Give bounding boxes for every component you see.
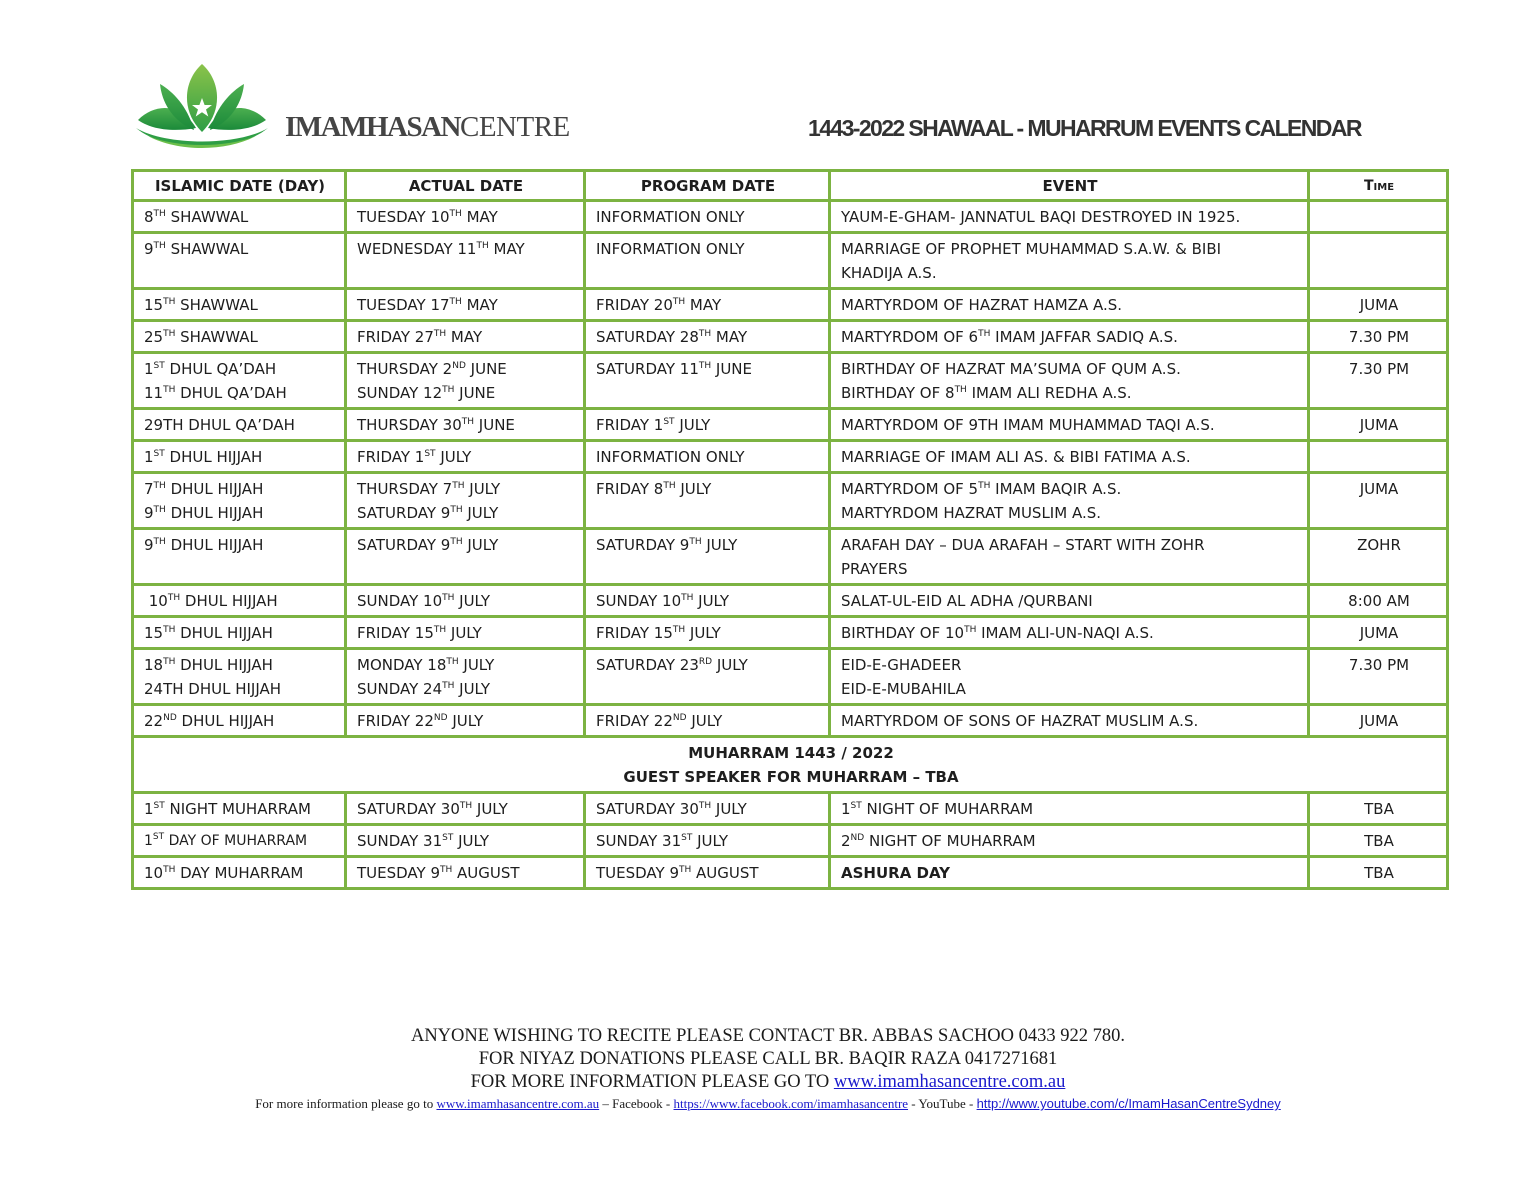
program-date-cell: SATURDAY 11TH JUNE — [585, 353, 830, 409]
program-date-cell: SATURDAY 28TH MAY — [585, 321, 830, 353]
actual-date-cell: TUESDAY 9TH AUGUST — [346, 857, 585, 889]
program-date-cell: INFORMATION ONLY — [585, 233, 830, 289]
islamic-date-cell: 7TH DHUL HIJJAH 9TH DHUL HIJJAH — [133, 473, 346, 529]
youtube-label: - YouTube - — [908, 1096, 977, 1111]
website-link-small[interactable]: www.imamhasancentre.com.au — [436, 1096, 600, 1111]
section-header-cell — [133, 737, 1448, 793]
time-cell — [1309, 201, 1448, 233]
footer-links-line — [0, 1094, 1536, 1114]
event-cell: MARRIAGE OF IMAM ALI AS. & BIBI FATIMA A.S. — [830, 441, 1309, 473]
footer-info-line — [0, 1071, 1536, 1094]
actual-date-cell: FRIDAY 1ST JULY — [346, 441, 585, 473]
program-date-cell: FRIDAY 1ST JULY — [585, 409, 830, 441]
program-date-cell: SUNDAY 31ST JULY — [585, 825, 830, 857]
time-cell: JUMA — [1309, 705, 1448, 737]
program-date-cell: SATURDAY 30TH JULY — [585, 793, 830, 825]
table-row — [133, 353, 1448, 409]
program-date-cell: FRIDAY 20TH MAY — [585, 289, 830, 321]
program-date-cell: FRIDAY 8TH JULY — [585, 473, 830, 529]
time-cell: TBA — [1309, 857, 1448, 889]
lotus-star-logo — [134, 62, 270, 150]
islamic-date-cell: 1ST DAY OF MUHARRAM — [133, 825, 346, 857]
islamic-date-cell: 25TH SHAWWAL — [133, 321, 346, 353]
document-title: 1443-2022 SHAWAAL - MUHARRUM EVENTS CALENDAR — [808, 115, 1361, 141]
event-cell: MARTYRDOM OF SONS OF HAZRAT MUSLIM A.S. — [830, 705, 1309, 737]
section-title: MUHARRAM 1443 / 2022 — [688, 744, 894, 762]
program-date-cell: TUESDAY 9TH AUGUST — [585, 857, 830, 889]
organization-name: IMAMHASANCENTRE — [285, 111, 570, 143]
footer-niyaz-contact: FOR NIYAZ DONATIONS PLEASE CALL BR. BAQIR RAZA 0417271681 — [478, 1049, 1058, 1069]
header-program-date: PROGRAM DATE — [585, 171, 830, 201]
table-header-row — [133, 171, 1448, 201]
islamic-date-cell: 10TH DAY MUHARRAM — [133, 857, 346, 889]
time-cell: JUMA — [1309, 617, 1448, 649]
facebook-link[interactable]: https://www.facebook.com/imamhasancentre — [673, 1096, 909, 1111]
footer-recite-contact: ANYONE WISHING TO RECITE PLEASE CONTACT BR. ABBAS SACHOO 0433 922 780. — [410, 1026, 1126, 1046]
islamic-date-cell: 9TH DHUL HIJJAH — [133, 529, 346, 585]
time-cell: JUMA — [1309, 289, 1448, 321]
event-cell: 1ST NIGHT OF MUHARRAM — [830, 793, 1309, 825]
event-cell: EID-E-GHADEER EID-E-MUBAHILA — [830, 649, 1309, 705]
table-row — [133, 289, 1448, 321]
table-row — [133, 585, 1448, 617]
event-cell: BIRTHDAY OF HAZRAT MA’SUMA OF QUM A.S. BIRTHDAY OF 8TH IMAM ALI REDHA A.S. — [830, 353, 1309, 409]
actual-date-cell: SATURDAY 30TH JULY — [346, 793, 585, 825]
program-date-cell: FRIDAY 22ND JULY — [585, 705, 830, 737]
islamic-date-cell: 15TH DHUL HIJJAH — [133, 617, 346, 649]
event-cell: MARTYRDOM OF 5TH IMAM BAQIR A.S. MARTYRDOM HAZRAT MUSLIM A.S. — [830, 473, 1309, 529]
section-header-row — [133, 737, 1448, 793]
event-cell: 2ND NIGHT OF MUHARRAM — [830, 825, 1309, 857]
table-row — [133, 529, 1448, 585]
header-actual-date: ACTUAL DATE — [346, 171, 585, 201]
table-row — [133, 649, 1448, 705]
muharram-section — [133, 737, 1448, 793]
footer-links-prefix: For more information please go to — [255, 1096, 437, 1111]
time-cell: JUMA — [1309, 473, 1448, 529]
table-row — [133, 617, 1448, 649]
actual-date-cell: FRIDAY 22ND JULY — [346, 705, 585, 737]
actual-date-cell: TUESDAY 17TH MAY — [346, 289, 585, 321]
islamic-date-cell: 1ST NIGHT MUHARRAM — [133, 793, 346, 825]
header-time: Time — [1309, 171, 1448, 201]
table-row — [133, 473, 1448, 529]
program-date-cell: FRIDAY 15TH JULY — [585, 617, 830, 649]
event-cell: YAUM-E-GHAM- JANNATUL BAQI DESTROYED IN 1925. — [830, 201, 1309, 233]
program-date-cell: INFORMATION ONLY — [585, 201, 830, 233]
actual-date-cell: THURSDAY 7TH JULY SATURDAY 9TH JULY — [346, 473, 585, 529]
header-islamic-date: ISLAMIC DATE (DAY) — [133, 171, 346, 201]
table-row — [133, 793, 1448, 825]
time-cell: TBA — [1309, 793, 1448, 825]
actual-date-cell: SUNDAY 10TH JULY — [346, 585, 585, 617]
islamic-date-cell: 10TH DHUL HIJJAH — [133, 585, 346, 617]
table-row — [133, 233, 1448, 289]
islamic-date-cell: 8TH SHAWWAL — [133, 201, 346, 233]
time-cell — [1309, 441, 1448, 473]
islamic-date-cell: 18TH DHUL HIJJAH 24TH DHUL HIJJAH — [133, 649, 346, 705]
islamic-date-cell: 29TH DHUL QA’DAH — [133, 409, 346, 441]
website-link[interactable]: www.imamhasancentre.com.au — [833, 1072, 1066, 1092]
program-date-cell: SUNDAY 10TH JULY — [585, 585, 830, 617]
table-row — [133, 441, 1448, 473]
footer-info-text: FOR MORE INFORMATION PLEASE GO TO — [470, 1072, 834, 1092]
actual-date-cell: SUNDAY 31ST JULY — [346, 825, 585, 857]
table-row — [133, 825, 1448, 857]
section-subtitle: GUEST SPEAKER FOR MUHARRAM – TBA — [623, 768, 959, 786]
event-cell: MARTYRDOM OF 9TH IMAM MUHAMMAD TAQI A.S. — [830, 409, 1309, 441]
footer — [0, 1025, 1536, 1114]
events-calendar-table — [131, 169, 1449, 890]
actual-date-cell: THURSDAY 30TH JUNE — [346, 409, 585, 441]
actual-date-cell: WEDNESDAY 11TH MAY — [346, 233, 585, 289]
event-cell: ARAFAH DAY – DUA ARAFAH – START WITH ZOHR PRAYERS — [830, 529, 1309, 585]
actual-date-cell: FRIDAY 27TH MAY — [346, 321, 585, 353]
table-row — [133, 409, 1448, 441]
event-cell: ASHURA DAY — [830, 857, 1309, 889]
event-cell: MARTYRDOM OF HAZRAT HAMZA A.S. — [830, 289, 1309, 321]
islamic-date-cell: 9TH SHAWWAL — [133, 233, 346, 289]
time-cell: 7.30 PM — [1309, 321, 1448, 353]
table-row — [133, 857, 1448, 889]
muharram-table-body — [133, 793, 1448, 889]
event-cell: BIRTHDAY OF 10TH IMAM ALI-UN-NAQI A.S. — [830, 617, 1309, 649]
actual-date-cell: SATURDAY 9TH JULY — [346, 529, 585, 585]
time-cell: TBA — [1309, 825, 1448, 857]
table-row — [133, 705, 1448, 737]
islamic-date-cell: 22ND DHUL HIJJAH — [133, 705, 346, 737]
program-date-cell: SATURDAY 9TH JULY — [585, 529, 830, 585]
program-date-cell: SATURDAY 23RD JULY — [585, 649, 830, 705]
event-cell: MARTYRDOM OF 6TH IMAM JAFFAR SADIQ A.S. — [830, 321, 1309, 353]
actual-date-cell: THURSDAY 2ND JUNE SUNDAY 12TH JUNE — [346, 353, 585, 409]
time-cell: ZOHR — [1309, 529, 1448, 585]
islamic-date-cell: 15TH SHAWWAL — [133, 289, 346, 321]
time-cell: JUMA — [1309, 409, 1448, 441]
event-cell: MARRIAGE OF PROPHET MUHAMMAD S.A.W. & BIBI KHADIJA A.S. — [830, 233, 1309, 289]
facebook-label: – Facebook - — [599, 1096, 674, 1111]
header-event: EVENT — [830, 171, 1309, 201]
actual-date-cell: FRIDAY 15TH JULY — [346, 617, 585, 649]
islamic-date-cell: 1ST DHUL QA’DAH 11TH DHUL QA’DAH — [133, 353, 346, 409]
program-date-cell: INFORMATION ONLY — [585, 441, 830, 473]
time-cell: 7.30 PM — [1309, 649, 1448, 705]
table-row — [133, 201, 1448, 233]
time-cell: 7.30 PM — [1309, 353, 1448, 409]
actual-date-cell: TUESDAY 10TH MAY — [346, 201, 585, 233]
actual-date-cell: MONDAY 18TH JULY SUNDAY 24TH JULY — [346, 649, 585, 705]
events-table-body — [133, 201, 1448, 737]
time-cell — [1309, 233, 1448, 289]
youtube-link[interactable]: http://www.youtube.com/c/ImamHasanCentreSydney — [976, 1096, 1281, 1111]
event-cell: SALAT-UL-EID AL ADHA /QURBANI — [830, 585, 1309, 617]
islamic-date-cell: 1ST DHUL HIJJAH — [133, 441, 346, 473]
table-row — [133, 321, 1448, 353]
time-cell: 8:00 AM — [1309, 585, 1448, 617]
